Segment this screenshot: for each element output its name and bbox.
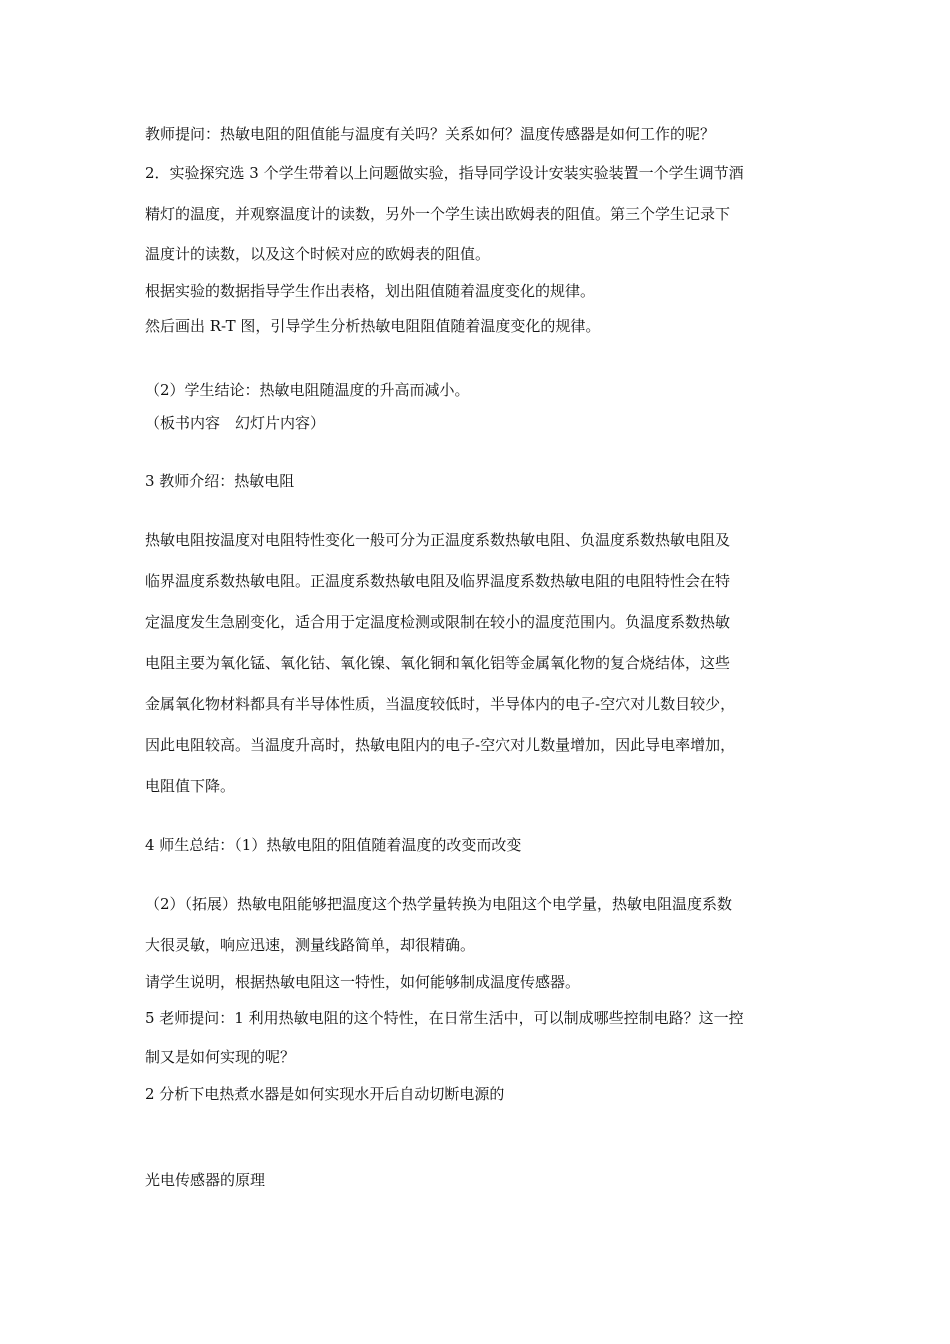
text-line: （2）（拓展）热敏电阻能够把温度这个热学量转换为电阻这个电学量，热敏电阻温度系数 (145, 895, 733, 913)
section-heading: 光电传感器的原理 (145, 1171, 266, 1189)
text-line: 根据实验的数据指导学生作出表格，划出阻值随着温度变化的规律。 (145, 282, 596, 300)
text-line: （2）学生结论：热敏电阻随温度的升高而减小。 (145, 381, 470, 399)
text-line: 2 分析下电热煮水器是如何实现水开后自动切断电源的 (145, 1085, 505, 1103)
text-line: 定温度发生急剧变化，适合用于定温度检测或限制在较小的温度范围内。负温度系数热敏 (145, 613, 731, 631)
text-line: 4 师生总结：（1）热敏电阻的阻值随着温度的改变而改变 (145, 836, 522, 854)
text-line: 制又是如何实现的呢？ (145, 1048, 296, 1066)
text-line: 温度计的读数，以及这个时候对应的欧姆表的阻值。 (145, 245, 491, 263)
text-line: 因此电阻较高。当温度升高时，热敏电阻内的电子-空穴对儿数量增加，因此导电率增加， (145, 736, 736, 754)
section-heading: 3 教师介绍：热敏电阻 (145, 472, 295, 490)
text-line: 电阻值下降。 (145, 777, 236, 795)
text-line: 5 老师提问：1 利用热敏电阻的这个特性，在日常生活中，可以制成哪些控制电路？这一控 (145, 1009, 744, 1027)
text-line: 热敏电阻按温度对电阻特性变化一般可分为正温度系数热敏电阻、负温度系数热敏电阻及 (145, 531, 731, 549)
text-line: 电阻主要为氧化锰、氧化钴、氧化镍、氧化铜和氧化铝等金属氧化物的复合烧结体，这些 (145, 654, 731, 672)
text-line: 大很灵敏，响应迅速，测量线路简单，却很精确。 (145, 936, 476, 954)
text-line: 教师提问：热敏电阻的阻值能与温度有关吗？关系如何？温度传感器是如何工作的呢？ (145, 125, 716, 143)
text-line: 临界温度系数热敏电阻。正温度系数热敏电阻及临界温度系数热敏电阻的电阻特性会在特 (145, 572, 731, 590)
text-line: 2．实验探究选 3 个学生带着以上问题做实验，指导同学设计安装实验装置一个学生调节酒 (145, 164, 744, 182)
text-line: （板书内容 幻灯片内容） (145, 414, 326, 432)
text-line: 请学生说明，根据热敏电阻这一特性，如何能够制成温度传感器。 (145, 973, 581, 991)
text-line: 金属氧化物材料都具有半导体性质，当温度较低时，半导体内的电子-空穴对儿数目较少， (145, 695, 736, 713)
text-line: 然后画出 R-T 图，引导学生分析热敏电阻阻值随着温度变化的规律。 (145, 317, 601, 335)
text-line: 精灯的温度，并观察温度计的读数，另外一个学生读出欧姆表的阻值。第三个学生记录下 (145, 205, 731, 223)
